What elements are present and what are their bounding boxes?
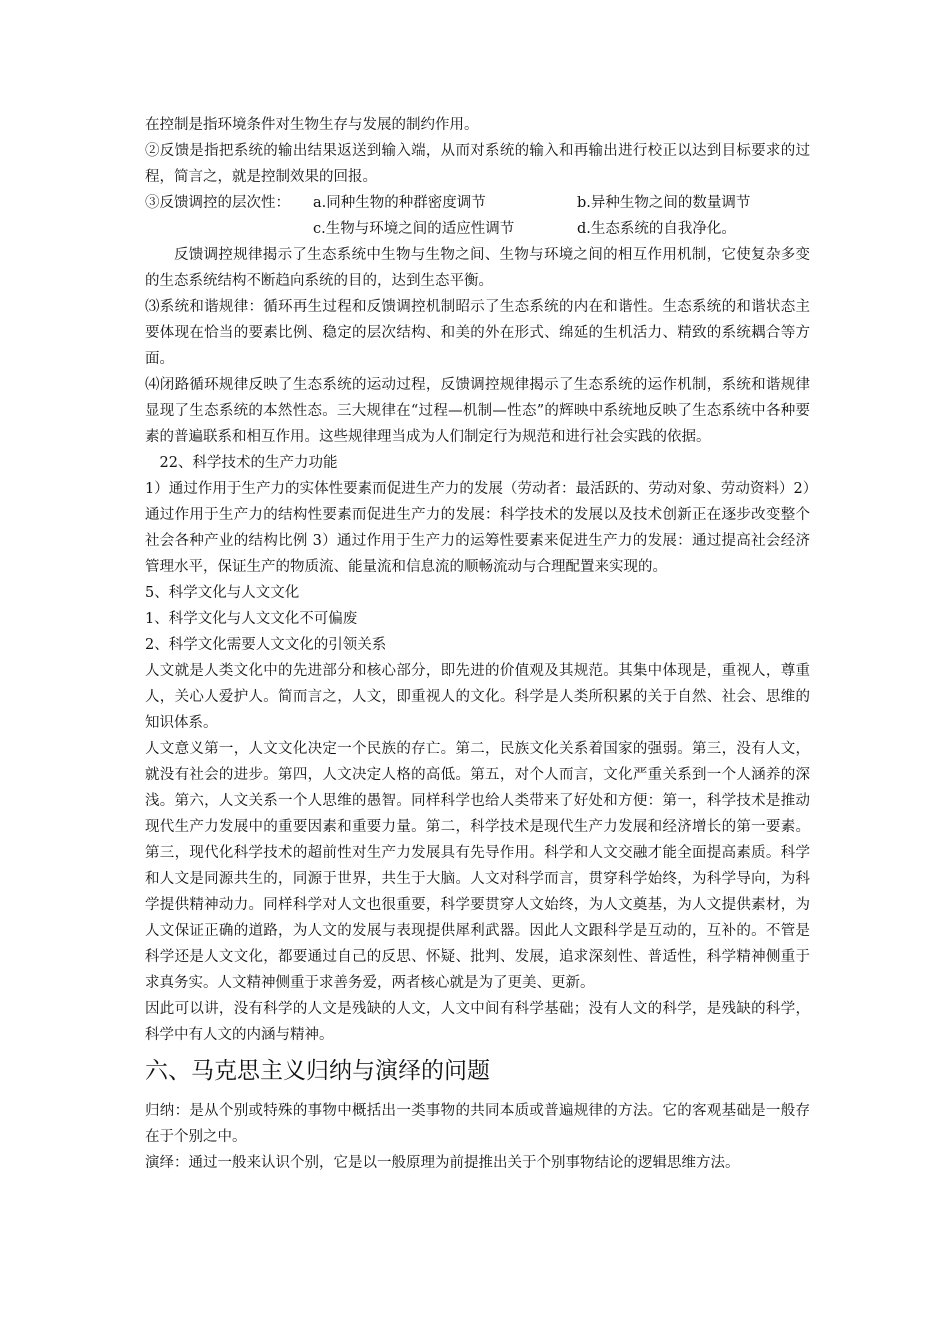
feedback-levels-row-2 [145, 216, 810, 242]
paragraph-humanities-definition: 人文就是人类文化中的先进部分和核心部分，即先进的价值观及其规范。其集中体现是，重视人，尊重人，关心人爱护人。简而言之，人文，即重视人的文化。科学是人类所积累的关于自然、社会、思维的知识体系。 [145, 663, 810, 731]
paragraph-harmony-law: ⑶系统和谐规律：循环再生过程和反馈调控机制昭示了生态系统的内在和谐性。生态系统的和谐状态主要体现在恰当的要素比例、稳定的层次结构、和美的外在形式、绵延的生机活力、精致的系统耦合等方面。 [145, 299, 810, 367]
paragraph-induction: 归纳：是从个别或特殊的事物中概括出一类事物的共同本质或普遍规律的方法。它的客观基础是一般存在于个别之中。 [145, 1103, 810, 1145]
paragraph-conclusion: 因此可以讲，没有科学的人文是残缺的人文，人文中间有科学基础；没有人文的科学，是残缺的科学，科学中有人文的内涵与精神。 [145, 1001, 810, 1043]
feedback-level-a: a.同种生物的种群密度调节 [313, 195, 486, 211]
paragraph-feedback-law: 反馈调控规律揭示了生态系统中生物与生物之间、生物与环境之间的相互作用机制，它使复杂多变的生态系统结构不断趋向系统的目的，达到生态平衡。 [145, 247, 810, 289]
section-heading-5: 5、科学文化与人文文化 [145, 585, 300, 601]
document-page [145, 112, 810, 1176]
paragraph-deduction: 演绎：通过一般来认识个别，它是以一般原理为前提推出关于个别事物结论的逻辑思维方法。 [145, 1155, 740, 1171]
feedback-levels-label: ③反馈调控的层次性： [145, 195, 290, 211]
subheading-5-1: 1、科学文化与人文文化不可偏废 [145, 611, 358, 627]
paragraph-feedback-definition: ②反馈是指把系统的输出结果返送到输入端，从而对系统的输入和再输出进行校正以达到目标要求的过程，简言之，就是控制效果的回报。 [145, 143, 810, 185]
subheading-5-2: 2、科学文化需要人文文化的引领关系 [145, 637, 387, 653]
feedback-level-d: d.生态系统的自我净化。 [577, 221, 736, 237]
feedback-level-c: c.生物与环境之间的适应性调节 [313, 221, 515, 237]
section-heading-22: 22、科学技术的生产力功能 [159, 455, 338, 471]
paragraph-productivity: 1）通过作用于生产力的实体性要素而促进生产力的发展（劳动者：最活跃的、劳动对象、劳动资料）2）通过作用于生产力的结构性要素而促进生产力的发展：科学技术的发展以及技术创新正在逐步改变整个社会各种产业的结构比例 3）通过作用于生产力的运筹性要素来促进生产力的发展：通过提高社会经济管理水平，保证生产的物质流、能量流和信息流的顺畅流动与合理配置来实现的。 [145, 481, 810, 575]
feedback-level-b: b.异种生物之间的数量调节 [577, 195, 751, 211]
paragraph-humanities-significance: 人文意义第一，人文文化决定一个民族的存亡。第二，民族文化关系着国家的强弱。第三，没有人文，就没有社会的进步。第四，人文决定人格的高低。第五，对个人而言，文化严重关系到一个人涵养的深浅。第六，人文关系一个人思维的愚智。同样科学也给人类带来了好处和方便：第一，科学技术是推动现代生产力发展中的重要因素和重要力量。第二，科学技术是现代生产力发展和经济增长的第一要素。第三，现代化科学技术的超前性对生产力发展具有先导作用。科学和人文交融才能全面提高素质。科学和人文是同源共生的，同源于世界，共生于大脑。人文对科学而言，贯穿科学始终，为科学导向，为科学提供精神动力。同样科学对人文也很重要，科学要贯穿人文始终，为人文奠基，为人文提供素材，为人文保证正确的道路，为人文的发展与表现提供犀利武器。因此人文跟科学是互动的，互补的。不管是科学还是人文文化，都要通过自己的反思、怀疑、批判、发展，追求深刻性、普适性，科学精神侧重于求真务实。人文精神侧重于求善务爱，两者核心就是为了更美、更新。 [145, 741, 810, 991]
paragraph-control: 在控制是指环境条件对生物生存与发展的制约作用。 [145, 117, 479, 133]
paragraph-closed-loop-law: ⑷闭路循环规律反映了生态系统的运动过程，反馈调控规律揭示了生态系统的运作机制，系统和谐规律显现了生态系统的本然性态。三大规律在“过程—机制—性态”的辉映中系统地反映了生态系统中各种要素的普遍联系和相互作用。这些规律理当成为人们制定行为规范和进行社会实践的依据。 [145, 377, 810, 445]
feedback-levels-row-1 [145, 190, 810, 216]
chapter-heading-6: 六、马克思主义归纳与演绎的问题 [145, 1058, 490, 1084]
